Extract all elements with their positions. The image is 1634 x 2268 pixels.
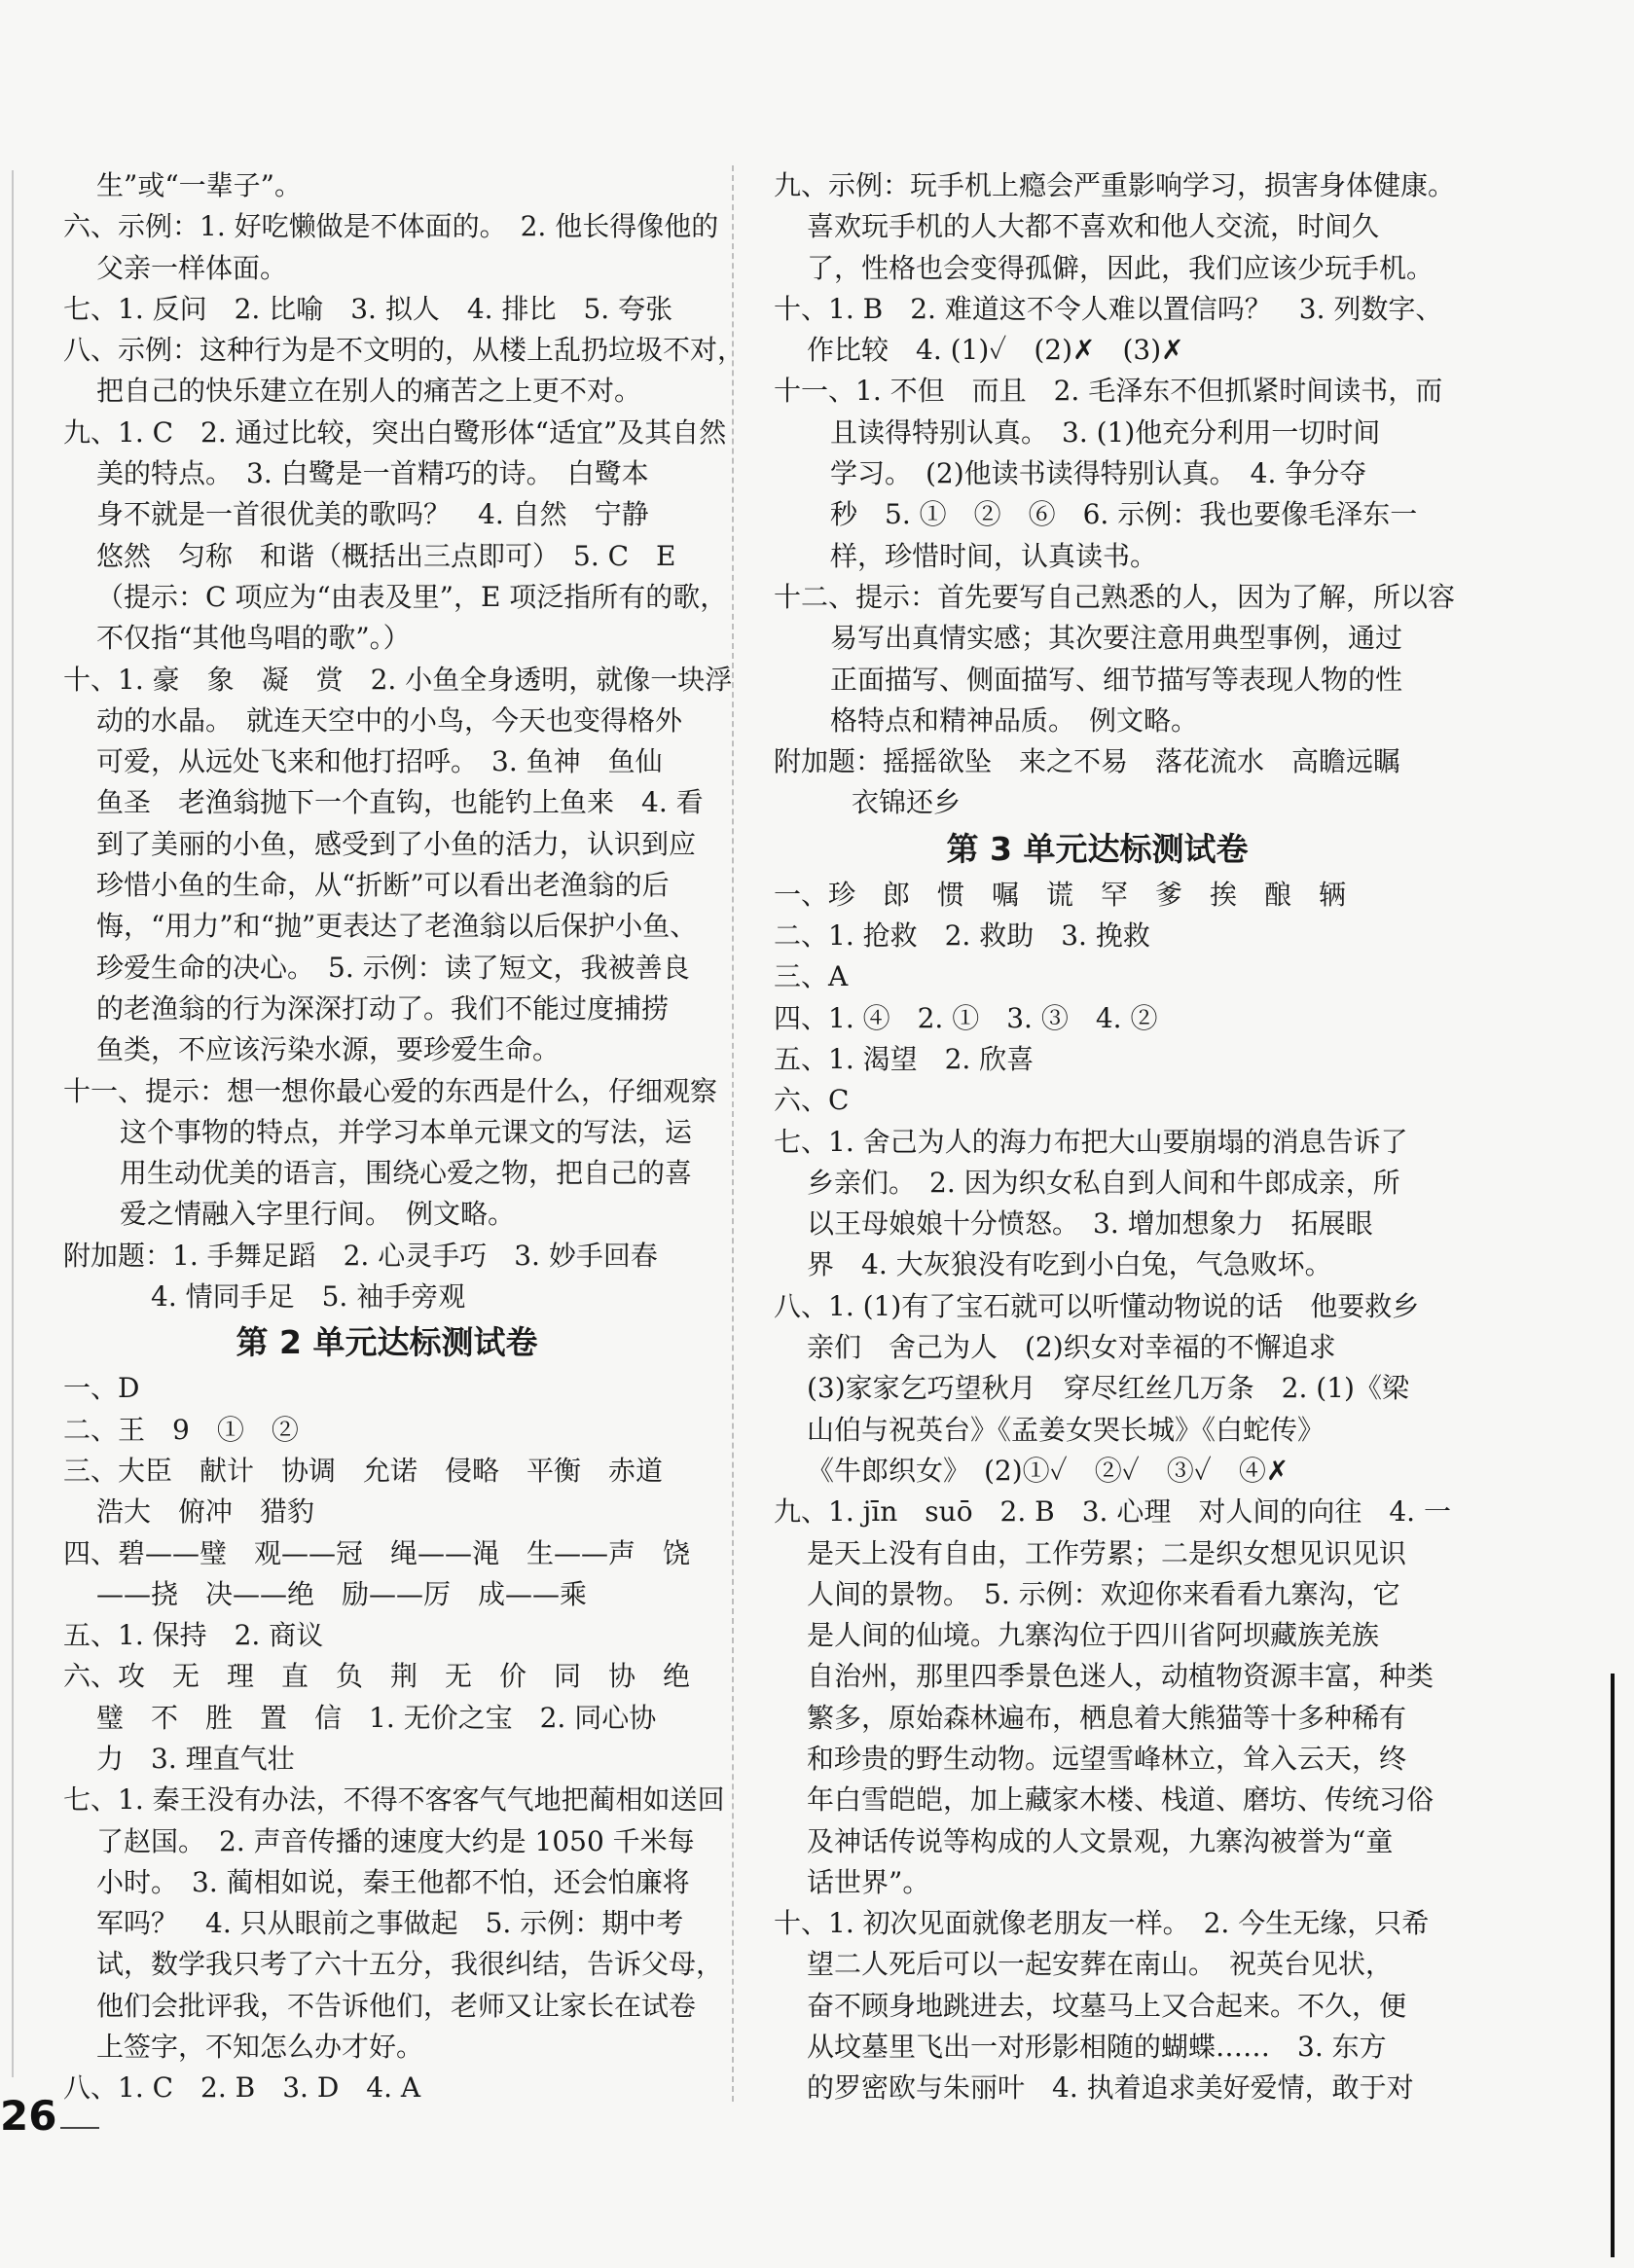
answer-line-continuation: 易写出真情实感；其次要注意用典型事例，通过 (830, 622, 1403, 655)
answer-line-continuation: 可爱，从远处飞来和他打招呼。 3. 鱼神 鱼仙 (96, 745, 663, 778)
answer-line: 六、C (774, 1084, 850, 1117)
answer-line-continuation: 珍爱生命的决心。 5. 示例：读了短文，我被善良 (96, 951, 690, 984)
section-heading: 第 3 单元达标测试卷 (946, 829, 1249, 868)
answer-line-continuation: 是人间的仙境。九寨沟位于四川省阿坝藏族羌族 (807, 1619, 1380, 1652)
answer-line-continuation: 试，数学我只考了六十五分，我很纠结，告诉父母， (96, 1948, 724, 1981)
answer-line-continuation: 样，珍惜时间，认真读书。 (830, 539, 1158, 572)
answer-line: 一、珍 郎 惯 嘱 谎 罕 爹 挨 酿 辆 (774, 878, 1347, 911)
answer-line-continuation: 了，性格也会变得孤僻，因此，我们应该少玩手机。 (807, 251, 1434, 284)
answer-line: 十一、1. 不但 而且 2. 毛泽东不但抓紧时间读书，而 (774, 375, 1443, 408)
answer-line-continuation: 正面描写、侧面描写、细节描写等表现人物的性 (830, 663, 1403, 696)
answer-line-continuation: 作比较 4. (1)✓ (2)✗ (3)✗ (807, 334, 1184, 367)
answer-line-continuation: 自治州，那里四季景色迷人，动植物资源丰富，种类 (807, 1660, 1434, 1693)
answer-line-continuation: 生”或“一辈子”。 (96, 169, 302, 201)
answer-line-continuation: 望二人死后可以一起安葬在南山。 祝英台见状， (807, 1948, 1394, 1981)
answer-line: 八、1. (1)有了宝石就可以听懂动物说的话 他要救乡 (774, 1289, 1420, 1322)
answer-line-continuation: 秒 5. ① ② ⑥ 6. 示例：我也要像毛泽东一 (830, 498, 1418, 531)
answer-line-continuation: 父亲一样体面。 (96, 251, 288, 284)
answer-line-continuation: 界 4. 大灰狼没有吃到小白兔，气急败坏。 (807, 1248, 1332, 1281)
answer-line: 附加题：摇摇欲坠 来之不易 落花流水 高瞻远瞩 (774, 745, 1401, 778)
right-edge-rule (1611, 1674, 1615, 2257)
answer-line: 十、1. B 2. 难道这不令人难以置信吗？ 3. 列数字、 (774, 292, 1443, 325)
answer-line: 七、1. 舍己为人的海力布把大山要崩塌的消息告诉了 (774, 1125, 1408, 1158)
answer-line-continuation: 和珍贵的野生动物。远望雪峰林立，耸入云天，终 (807, 1742, 1407, 1775)
answer-line: 十、1. 豪 象 凝 赏 2. 小鱼全身透明，就像一块浮 (63, 663, 733, 696)
answer-line: 八、示例：这种行为是不文明的，从楼上乱扔垃圾不对， (63, 334, 745, 367)
answer-line-continuation: 上签字，不知怎么办才好。 (96, 2031, 424, 2064)
answer-line: 十一、提示：想一想你最心爱的东西是什么，仔细观察 (63, 1074, 718, 1107)
left-margin-rule (12, 170, 14, 2077)
answer-line-continuation: 不仅指“其他鸟唱的歌”。） (96, 622, 411, 655)
answer-line-continuation: 衣锦还乡 (852, 786, 962, 819)
answer-line: 二、王 9 ① ② (63, 1413, 299, 1446)
answer-line-continuation: 了赵国。 2. 声音传播的速度大约是 1050 千米每 (96, 1824, 695, 1857)
answer-line: 六、示例：1. 好吃懒做是不体面的。 2. 他长得像他的 (63, 210, 719, 243)
answer-line: 十、1. 初次见面就像老朋友一样。 2. 今生无缘，只希 (774, 1907, 1430, 1940)
answer-line: 一、D (63, 1372, 140, 1405)
answer-line-continuation: ——挠 决——绝 励——厉 成——乘 (96, 1577, 588, 1610)
answer-line-continuation: 小时。 3. 蔺相如说，秦王他都不怕，还会怕廉将 (96, 1865, 690, 1898)
answer-line: 九、1. jīn suō 2. B 3. 心理 对人间的向往 4. 一 (774, 1495, 1451, 1529)
answer-line-continuation: 鱼类，不应该污染水源，要珍爱生命。 (96, 1033, 561, 1066)
answer-line-continuation: 繁多，原始森林遍布，栖息着大熊猫等十多种稀有 (807, 1701, 1407, 1734)
answer-line: 九、1. C 2. 通过比较，突出白鹭形体“适宜”及其自然 (63, 415, 727, 449)
answer-line-continuation: 把自己的快乐建立在别人的痛苦之上更不对。 (96, 375, 642, 408)
answer-line-continuation: (3)家家乞巧望秋月 穿尽红丝几万条 2. (1)《梁 (807, 1372, 1409, 1405)
answer-line-continuation: 动的水晶。 就连天空中的小鸟，今天也变得格外 (96, 703, 683, 737)
answer-line-continuation: 悠然 匀称 和谐（概括出三点即可） 5. C E (96, 539, 676, 572)
answer-line-continuation: 是天上没有自由，工作劳累；二是织女想见识见识 (807, 1536, 1407, 1569)
answer-line-continuation: 4. 情同手足 5. 袖手旁观 (151, 1280, 466, 1314)
section-heading: 第 2 单元达标测试卷 (236, 1323, 538, 1362)
answer-line-continuation: 从坟墓里飞出一对形影相随的蝴蝶…… 3. 东方 (807, 2031, 1387, 2064)
answer-line-continuation: 爱之情融入字里行间。 例文略。 (120, 1198, 516, 1231)
answer-line-continuation: 年白雪皑皑，加上藏家木楼、栈道、磨坊、传统习俗 (807, 1783, 1434, 1817)
left-column (63, 165, 745, 2109)
answer-line: 五、1. 渴望 2. 欣喜 (774, 1042, 1035, 1075)
answer-line: 七、1. 秦王没有办法，不得不客客气气地把蔺相如送回 (63, 1783, 725, 1817)
answer-line-continuation: 浩大 俯冲 猎豹 (96, 1495, 315, 1529)
answer-line-continuation: 山伯与祝英台》《孟姜女哭长城》《白蛇传》 (807, 1413, 1325, 1446)
answer-line: 四、1. ④ 2. ① 3. ③ 4. ② (774, 1001, 1158, 1034)
answer-line-continuation: 以王母娘娘十分愤怒。 3. 增加想象力 拓展眼 (807, 1207, 1373, 1241)
answer-line-continuation: 及神话传说等构成的人文景观，九寨沟被誉为“童 (807, 1824, 1394, 1857)
answer-line-continuation: 这个事物的特点，并学习本单元课文的写法，运 (120, 1115, 693, 1148)
answer-line-continuation: 学习。 (2)他读书读得特别认真。 4. 争分夺 (830, 457, 1367, 490)
answer-line: 七、1. 反问 2. 比喻 3. 拟人 4. 排比 5. 夸张 (63, 292, 673, 325)
answer-line: 八、1. C 2. B 3. D 4. A (63, 2071, 421, 2105)
answer-line-continuation: 身不就是一首很优美的歌吗？ 4. 自然 宁静 (96, 498, 649, 531)
answer-line-continuation: 到了美丽的小鱼，感受到了小鱼的活力，认识到应 (96, 827, 697, 860)
answer-line-continuation: 鱼圣 老渔翁抛下一个直钩，也能钓上鱼来 4. 看 (96, 786, 704, 819)
answer-line-continuation: 珍惜小鱼的生命，从“折断”可以看出老渔翁的后 (96, 869, 670, 902)
answer-line: 四、碧——璧 观——冠 绳——渑 生——声 饶 (63, 1536, 691, 1569)
answer-line-continuation: 且读得特别认真。 3. (1)他充分利用一切时间 (830, 415, 1381, 449)
answer-line: 十二、提示：首先要写自己熟悉的人，因为了解，所以容 (774, 580, 1456, 613)
answer-line-continuation: 奋不顾身地跳进去，坟墓马上又合起来。不久，便 (807, 1989, 1407, 2022)
answer-line-continuation: 的老渔翁的行为深深打动了。我们不能过度捕捞 (96, 991, 670, 1025)
answer-line-continuation: 的罗密欧与朱丽叶 4. 执着追求美好爱情，敢于对 (807, 2071, 1414, 2105)
answer-line: 五、1. 保持 2. 商议 (63, 1619, 324, 1652)
answer-line-continuation: 《牛郎织女》 (2)①✓ ②✓ ③✓ ④✗ (807, 1454, 1289, 1487)
answer-line-continuation: 军吗？ 4. 只从眼前之事做起 5. 示例：期中考 (96, 1907, 684, 1940)
answer-line-continuation: 喜欢玩手机的人大都不喜欢和他人交流，时间久 (807, 210, 1380, 243)
answer-line-continuation: 人间的景物。 5. 示例：欢迎你来看看九寨沟，它 (807, 1577, 1400, 1610)
answer-line-continuation: 力 3. 理直气壮 (96, 1742, 295, 1775)
answer-line-continuation: 格特点和精神品质。 例文略。 (830, 703, 1199, 737)
column-divider (732, 165, 734, 2102)
answer-line: 三、大臣 献计 协调 允诺 侵略 平衡 赤道 (63, 1454, 664, 1487)
answer-line-continuation: 乡亲们。 2. 因为织女私自到人间和牛郎成亲，所 (807, 1166, 1400, 1199)
answer-line: 九、示例：玩手机上瘾会严重影响学习，损害身体健康。 (774, 169, 1456, 201)
page-number: 26 (0, 2092, 57, 2140)
answer-line-continuation: 他们会批评我，不告诉他们，老师又让家长在试卷 (96, 1989, 697, 2022)
answer-line-continuation: 璧 不 胜 置 信 1. 无价之宝 2. 同心协 (96, 1701, 657, 1734)
answer-line-continuation: 用生动优美的语言，围绕心爱之物，把自己的喜 (120, 1157, 693, 1190)
answer-line: 附加题：1. 手舞足蹈 2. 心灵手巧 3. 妙手回春 (63, 1239, 658, 1272)
right-column (774, 165, 1456, 2109)
answer-line-continuation: 话世界”。 (807, 1865, 930, 1898)
answer-line: 二、1. 抢救 2. 救助 3. 挽救 (774, 919, 1150, 953)
answer-line-continuation: （提示：C 项应为“由表及里”，E 项泛指所有的歌， (96, 580, 728, 613)
answer-line-continuation: 亲们 舍己为人 (2)织女对幸福的不懈追求 (807, 1331, 1336, 1364)
page-number-rule (60, 2127, 99, 2129)
answer-line-continuation: 悔，“用力”和“抛”更表达了老渔翁以后保护小鱼、 (96, 910, 698, 943)
answer-line-continuation: 美的特点。 3. 白鹭是一首精巧的诗。 白鹭本 (96, 457, 649, 490)
answer-line: 三、A (774, 960, 849, 993)
answer-line: 六、攻 无 理 直 负 荆 无 价 同 协 绝 (63, 1660, 691, 1693)
